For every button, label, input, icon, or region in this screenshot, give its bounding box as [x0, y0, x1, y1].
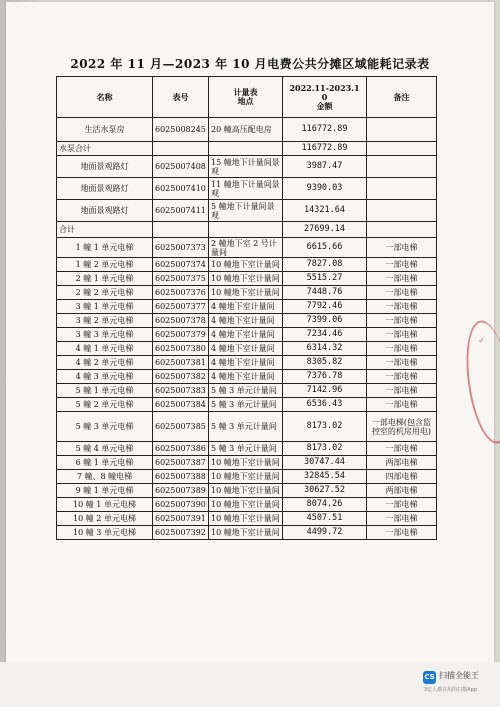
cell-note — [367, 222, 437, 238]
cell-note — [367, 142, 437, 156]
table-row — [57, 442, 437, 456]
cell-name: 5 幢 4 单元电梯 — [57, 442, 153, 456]
document-title: 2022 年 11 月—2023 年 10 月电费公共分摊区域能耗记录表 — [70, 57, 430, 71]
cell-note: 一部电梯 — [367, 370, 437, 384]
cell-meter: 6025007382 — [153, 370, 209, 384]
cell-meter: 6025007411 — [153, 200, 209, 222]
cell-meter: 6025007381 — [153, 356, 209, 370]
cell-note: 一部电梯 — [367, 442, 437, 456]
cell-note: 一部电梯 — [367, 512, 437, 526]
cell-location: 5 幢 3 单元计量间 — [209, 384, 283, 398]
table-row — [57, 118, 437, 142]
cell-name: 3 幢 1 单元电梯 — [57, 300, 153, 314]
table-row — [57, 272, 437, 286]
cell-amount: 3987.47 — [283, 156, 367, 178]
cell-note: 四部电梯 — [367, 470, 437, 484]
cell-name: 10 幢 1 单元电梯 — [57, 498, 153, 512]
cell-name: 地面景观路灯 — [57, 178, 153, 200]
cell-amount: 116772.89 — [283, 142, 367, 156]
cell-note — [367, 118, 437, 142]
cell-location: 4 幢地下室计量间 — [209, 342, 283, 356]
cell-meter: 6025007374 — [153, 258, 209, 272]
header-location: 计量表 地点 — [209, 77, 283, 118]
cell-location: 10 幢地下室计量间 — [209, 258, 283, 272]
cell-name: 1 幢 1 单元电梯 — [57, 238, 153, 258]
cell-amount: 7792.46 — [283, 300, 367, 314]
cell-amount: 30747.44 — [283, 456, 367, 470]
table-row — [57, 142, 437, 156]
cell-meter: 6025007408 — [153, 156, 209, 178]
cell-location: 10 幢地下室计量间 — [209, 272, 283, 286]
cell-location: 11 幢地下计量间景观 — [209, 178, 283, 200]
table-row — [57, 222, 437, 238]
table-row — [57, 456, 437, 470]
cell-location: 10 幢地下室计量间 — [209, 456, 283, 470]
cell-amount: 5515.27 — [283, 272, 367, 286]
cell-amount: 8173.02 — [283, 442, 367, 456]
table-header-row — [57, 77, 437, 118]
cell-name: 4 幢 1 单元电梯 — [57, 342, 153, 356]
table-row — [57, 178, 437, 200]
cell-name: 1 幢 2 单元电梯 — [57, 258, 153, 272]
cell-name: 生活水泵房 — [57, 118, 153, 142]
cell-amount: 8305.82 — [283, 356, 367, 370]
scanner-footer — [0, 662, 500, 707]
cell-note: 两部电梯 — [367, 456, 437, 470]
cell-note: 两部电梯 — [367, 484, 437, 498]
cell-name: 10 幢 2 单元电梯 — [57, 512, 153, 526]
cell-meter: 6025007378 — [153, 314, 209, 328]
table-row — [57, 286, 437, 300]
table-row — [57, 314, 437, 328]
cell-meter: 6025007391 — [153, 512, 209, 526]
camscanner-name: 扫描全能王 — [439, 671, 479, 680]
table-row — [57, 484, 437, 498]
camscanner-logo-icon: CS — [423, 671, 436, 684]
table-row — [57, 238, 437, 258]
cell-name: 7 幢、8 幢电梯 — [57, 470, 153, 484]
cell-amount: 14321.64 — [283, 200, 367, 222]
cell-amount: 6536.43 — [283, 398, 367, 412]
cell-meter: 6025007386 — [153, 442, 209, 456]
cell-name: 2 幢 1 单元电梯 — [57, 272, 153, 286]
cell-note: 一部电梯 — [367, 300, 437, 314]
cell-amount: 30627.52 — [283, 484, 367, 498]
cell-name: 3 幢 2 单元电梯 — [57, 314, 153, 328]
cell-meter: 6025007410 — [153, 178, 209, 200]
cell-note: 一部电梯 — [367, 328, 437, 342]
cell-location: 5 幢地下计量间景观 — [209, 200, 283, 222]
cell-meter: 6025007379 — [153, 328, 209, 342]
cell-note — [367, 178, 437, 200]
cell-meter: 6025007383 — [153, 384, 209, 398]
cell-amount: 6615.66 — [283, 238, 367, 258]
cell-amount: 6314.32 — [283, 342, 367, 356]
cell-amount: 4499.72 — [283, 526, 367, 540]
cell-location — [209, 142, 283, 156]
cell-meter: 6025007384 — [153, 398, 209, 412]
cell-amount: 7234.46 — [283, 328, 367, 342]
cell-amount: 7448.76 — [283, 286, 367, 300]
table-row — [57, 258, 437, 272]
cell-amount: 7827.08 — [283, 258, 367, 272]
cell-amount: 4507.51 — [283, 512, 367, 526]
header-amount: 2022.11-2023.1 0 金额 — [283, 77, 367, 118]
cell-location: 10 幢地下室计量间 — [209, 470, 283, 484]
cell-amount: 27699.14 — [283, 222, 367, 238]
cell-note: 一部电梯 — [367, 258, 437, 272]
table-row — [57, 156, 437, 178]
cell-meter: 6025007387 — [153, 456, 209, 470]
table-row — [57, 470, 437, 484]
cell-amount: 7399.06 — [283, 314, 367, 328]
cell-amount: 7142.96 — [283, 384, 367, 398]
cell-name: 6 幢 1 单元电梯 — [57, 456, 153, 470]
table-body — [57, 118, 437, 540]
cell-amount: 8074.26 — [283, 498, 367, 512]
cell-amount: 7376.78 — [283, 370, 367, 384]
cell-location — [209, 222, 283, 238]
cell-location: 10 幢地下室计量间 — [209, 512, 283, 526]
cell-location: 2 幢地下室 2 号计量间 — [209, 238, 283, 258]
cell-location: 10 幢地下室计量间 — [209, 498, 283, 512]
table-row — [57, 370, 437, 384]
cell-note: 一部电梯 — [367, 286, 437, 300]
cell-meter: 6025008245 — [153, 118, 209, 142]
energy-table — [56, 76, 437, 540]
table-row — [57, 412, 437, 442]
cell-amount: 8173.02 — [283, 412, 367, 442]
cell-meter: 6025007377 — [153, 300, 209, 314]
cell-meter: 6025007380 — [153, 342, 209, 356]
table-row — [57, 384, 437, 398]
cell-meter — [153, 222, 209, 238]
cell-location: 5 幢 3 单元计量间 — [209, 398, 283, 412]
header-note: 备注 — [367, 77, 437, 118]
cell-meter: 6025007375 — [153, 272, 209, 286]
table-row — [57, 356, 437, 370]
cell-location: 4 幢地下室计量间 — [209, 328, 283, 342]
cell-location: 10 幢地下室计量间 — [209, 286, 283, 300]
cell-amount: 9390.03 — [283, 178, 367, 200]
camscanner-tagline: 3亿人都在用的扫描App — [424, 687, 477, 693]
cell-note — [367, 200, 437, 222]
cell-meter: 6025007390 — [153, 498, 209, 512]
cell-name: 5 幢 3 单元电梯 — [57, 412, 153, 442]
table-row — [57, 398, 437, 412]
cell-name: 2 幢 2 单元电梯 — [57, 286, 153, 300]
cell-name: 10 幢 3 单元电梯 — [57, 526, 153, 540]
cell-meter: 6025007392 — [153, 526, 209, 540]
cell-name: 地面景观路灯 — [57, 200, 153, 222]
cell-name: 合计 — [57, 222, 153, 238]
cell-name: 4 幢 2 单元电梯 — [57, 356, 153, 370]
cell-location: 5 幢 3 单元计量间 — [209, 442, 283, 456]
cell-name: 5 幢 1 单元电梯 — [57, 384, 153, 398]
cell-note: 一部电梯 — [367, 498, 437, 512]
cell-note: 一部电梯 — [367, 398, 437, 412]
cell-meter: 6025007389 — [153, 484, 209, 498]
cell-amount: 116772.89 — [283, 118, 367, 142]
cell-note: 一部电梯 — [367, 384, 437, 398]
cell-name: 9 幢 1 单元电梯 — [57, 484, 153, 498]
header-meter: 表号 — [153, 77, 209, 118]
cell-location: 4 幢地下室计量间 — [209, 356, 283, 370]
cell-meter: 6025007373 — [153, 238, 209, 258]
cell-note: 一部电梯 — [367, 314, 437, 328]
table-row — [57, 512, 437, 526]
cell-meter: 6025007376 — [153, 286, 209, 300]
cell-name: 地面景观路灯 — [57, 156, 153, 178]
cell-location: 10 幢地下室计量间 — [209, 484, 283, 498]
table-row — [57, 526, 437, 540]
cell-note: 一部电梯 — [367, 272, 437, 286]
cell-location: 4 幢地下室计量间 — [209, 370, 283, 384]
cell-location: 10 幢地下室计量间 — [209, 526, 283, 540]
cell-location: 20 幢高压配电房 — [209, 118, 283, 142]
cell-name: 3 幢 3 单元电梯 — [57, 328, 153, 342]
cell-location: 4 幢地下室计量间 — [209, 314, 283, 328]
table-row — [57, 200, 437, 222]
cell-name: 水泵合计 — [57, 142, 153, 156]
cell-note: 一部电梯 — [367, 342, 437, 356]
cell-location: 15 幢地下计量间景观 — [209, 156, 283, 178]
cell-note — [367, 156, 437, 178]
table-row — [57, 328, 437, 342]
cell-note: 一部电梯 — [367, 356, 437, 370]
table-row — [57, 300, 437, 314]
cell-meter — [153, 142, 209, 156]
stamp-mark: ✓ — [478, 336, 486, 346]
table-row — [57, 498, 437, 512]
cell-name: 4 幢 3 单元电梯 — [57, 370, 153, 384]
cell-meter: 6025007385 — [153, 412, 209, 442]
cell-name: 5 幢 2 单元电梯 — [57, 398, 153, 412]
cell-location: 4 幢地下室计量间 — [209, 300, 283, 314]
cell-note: 一部电梯 — [367, 526, 437, 540]
cell-meter: 6025007388 — [153, 470, 209, 484]
table-row — [57, 342, 437, 356]
header-name: 名称 — [57, 77, 153, 118]
cell-note: 一部电梯 — [367, 238, 437, 258]
cell-note: 一部电梯(包含监控室的机房用电) — [367, 412, 437, 442]
cell-location: 5 幢 3 单元计量间 — [209, 412, 283, 442]
cell-amount: 32845.54 — [283, 470, 367, 484]
